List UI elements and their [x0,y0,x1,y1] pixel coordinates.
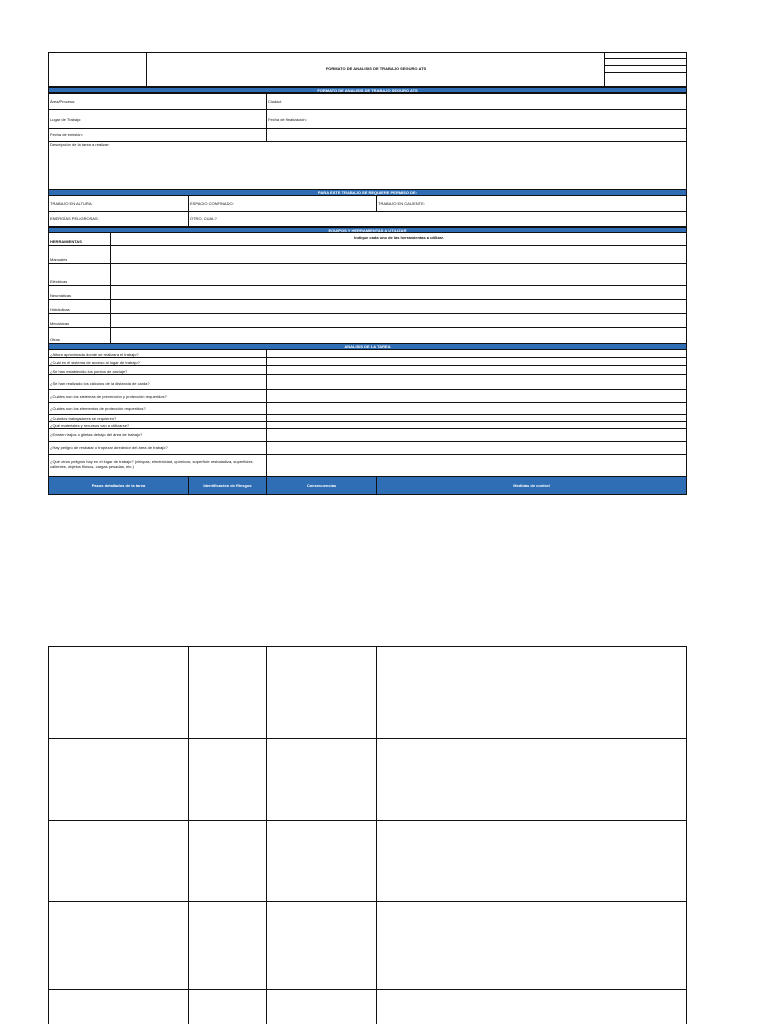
answer-input[interactable] [266,428,687,442]
hydraulic-tools-input[interactable] [110,299,687,314]
height-permit-label: TRABAJO EN ALTURA: [50,201,93,206]
area-label: Área/Proceso: [50,99,76,104]
task-cell-controls[interactable] [376,646,687,739]
question-label: ¿Qué materiales y recursos van a utilizarse? [50,423,130,428]
task-cell-consequences[interactable] [266,738,377,821]
task-cell-risks[interactable] [188,820,267,902]
issue-date-label: Fecha de emisión: [50,132,83,137]
task-cell-risks[interactable] [188,989,267,1024]
issue-date-value[interactable] [266,128,687,142]
place-label: Lugar de Trabajo: [50,117,82,122]
energy-permit-label: ENERGÍAS PELIGROSAS: [50,216,99,221]
electric-tools-input[interactable] [110,263,687,286]
question-label: ¿Cuáles son los elementos de protección requeridos? [50,406,146,411]
task-cell-consequences[interactable] [266,820,377,902]
column-header-steps: Pasos detallados de la tarea [48,476,189,495]
answer-input[interactable] [266,389,687,403]
task-cell-steps[interactable] [48,820,189,902]
equipment-section-bar: EQUIPOS Y HERRAMIENTAS A UTILIZAR [48,227,687,233]
other-permit-field[interactable] [188,211,687,227]
date-row-divider [604,72,687,73]
task-cell-controls[interactable] [376,989,687,1024]
task-cell-steps[interactable] [48,738,189,821]
description-label: Descripción de la tarea a realizar: [50,142,110,147]
task-cell-risks[interactable] [188,738,267,821]
end-date-label: Fecha de finalización: [268,117,307,122]
answer-input[interactable] [266,454,687,477]
city-label: Ciudad: [268,99,282,104]
question-label: ¿Existen trajos o glietas debajo del área de trabajo? [50,432,143,437]
mechanical-tools-label: Mecánicas [50,321,70,326]
task-cell-steps[interactable] [48,901,189,990]
task-cell-consequences[interactable] [266,989,377,1024]
task-cell-controls[interactable] [376,738,687,821]
question-label: ¿Cuántos trabajadores se requieren? [50,416,117,421]
task-cell-consequences[interactable] [266,646,377,739]
electric-tools-label: Eléctricas [50,279,68,284]
city-field[interactable] [266,93,687,110]
description-field[interactable] [48,141,687,190]
confined-permit-label: ESPACIO CONFINADO: [190,201,234,206]
other-tools-label: Otras [50,337,60,342]
task-cell-risks[interactable] [188,901,267,990]
task-cell-controls[interactable] [376,901,687,990]
analysis-section-bar: ANALISIS DE LA TAREA [48,343,687,350]
question-label: ¿Se han establecido los puntos de anclaje? [50,369,128,374]
manual-tools-input[interactable] [110,245,687,264]
answer-input[interactable] [266,374,687,390]
mechanical-tools-input[interactable] [110,313,687,328]
question-label: ¿Qué otros peligros hay en el lugar de trabajo? (chispas, electricidad, químicos, superficie resbaladiza, superficies calientes, objetos filosos, cargas pesadas, etc.) [50,459,253,469]
question-label: ¿Altura aproximada donde se realizara el trabajo? [50,352,139,357]
question-label: ¿Se han realizado los cálculos de la distancia de caída? [50,381,150,386]
hydraulic-tools-label: Hidráulicas [50,307,70,312]
tools-instruction: Indique cada uno de las herramientas a utilizar. [354,235,444,240]
other-tools-input[interactable] [110,327,687,344]
area-field[interactable] [48,93,267,110]
task-cell-risks[interactable] [188,646,267,739]
question-label: ¿Hay peligro de resbalar o tropezar alrededor del área de trabajo? [50,445,168,450]
version-row-divider [604,65,687,66]
column-header-controls: Medidas de control [376,476,687,495]
pneumatic-tools-input[interactable] [110,285,687,300]
manual-tools-label: Manuales [50,257,68,262]
tools-header: HERRAMIENTAS [50,239,82,244]
question-label: ¿Cuáles son los sistemas de prevención y protección requeridos? [50,394,167,399]
answer-input[interactable] [266,441,687,455]
permit-section-bar: PARA ESTE TRABAJO SE REQUIERE PERMISO DE: [48,189,687,196]
task-cell-controls[interactable] [376,820,687,902]
task-cell-steps[interactable] [48,989,189,1024]
format-section-bar: FORMATO DE ANALISIS DE TRABAJO SEGURO ATS [48,87,687,93]
pneumatic-tools-label: Neumáticas [50,293,72,298]
column-header-risks: Identificación de Riesgos [188,476,267,495]
task-cell-steps[interactable] [48,646,189,739]
logo-cell [48,52,147,87]
end-date-field[interactable] [266,109,687,129]
task-cell-consequences[interactable] [266,901,377,990]
question-label: ¿Cuál es el sistema de acceso al lugar de trabajo? [50,360,140,365]
column-header-consequences: Consecuencias [266,476,377,495]
page-title: FORMATO DE ANALISIS DE TRABAJO SEGURO ATS [325,66,427,71]
hot-permit-label: TRABAJO EN CALIENTE: [378,201,425,206]
code-row-divider [604,58,687,59]
other-permit-label: OTRO, CUAL? [190,216,217,221]
